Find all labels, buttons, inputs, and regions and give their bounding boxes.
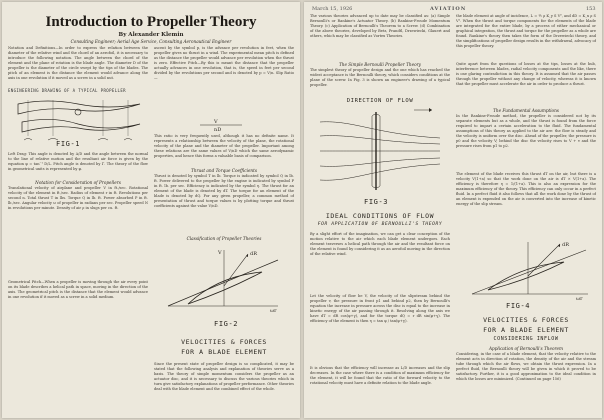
body-paragraph-7: Thrust is denoted by symbol T in lb. Torque is indicated by symbol Q in lb. ft. Power delivered to the propeller by the engine is indicated by symbol P in ft. lb. per sec. Efficiency is indicated by the symbol η. The thrust for an element of the blade is denoted by dT. The torque for an element of the blade is denoted by dQ. For any given propeller, a common method of presentation of thrust and torque values is by plotting torque and thrust coefficients against the value V/nD.: [154, 174, 294, 208]
body-paragraph-8: Since the present state of propeller design is so complicated, it may be stated that the following analysis and explanation of theories serve as a basis. The theory of simple momentum considers the propeller as an actuator disc, and it is necessary to discuss the various theories which in turn give satisfactory explanations of propeller performance. Other theories deal with the blade element and the combined effect of the whole.: [154, 362, 294, 391]
right-page: [304, 2, 602, 418]
body-paragraph-1: Notation and Definitions—In order to express the relation between the diameter of the relative wind and the chord of an aerofoil, it is necessary to introduce the following notation. The angle between the chord of the element and the plane of rotation is the blade angle. The diameter D of the propeller is the diameter of the circle swept by the tips of the blades. The pitch of an element is the distance the element would advance along the axis in one revolution if it moved as a screw in a solid nut.: [8, 46, 148, 80]
author-byline: By Alexander Klemin: [118, 32, 184, 38]
body-paragraph-12: Let the velocity of flow be V, the velocity of the slipstream behind the propeller v, the pressure in front p1 and behind p2, then by Bernoulli's equation the increase in pressure across the disc is equal to the increase in kinetic energy of the air passing through it. Resolving along the axis we have dT = dR cos(φ+γ), and for the torque dQ = r dR sin(φ+γ). The efficiency of the element is then η = tan φ / tan(φ+γ).: [310, 294, 450, 323]
svg-text:V: V: [218, 250, 222, 256]
left-page: [2, 2, 300, 418]
section-simple-bernoulli: The Simple Bernoulli Propeller Theory: [339, 62, 421, 67]
section-notation: Notation for Consideration of Propellers: [35, 180, 121, 185]
journal-name: AVIATION: [430, 6, 467, 12]
body-paragraph-4: Geometrical Pitch—When a propeller is moving through the air every point on its blade describes a helical path in space, moving in the direction of the axis. The geometrical pitch is the distance that the element would advance in one revolution if it moved as a screw in a solid medium.: [8, 280, 148, 299]
svg-text:ωr: ωr: [270, 308, 277, 314]
fig3-label: FIG-3: [364, 198, 389, 206]
body-paragraph-17: The element of the blade receives this thrust dT on the air, but there is a velocity V(1+a) so that the work done on the air is dT × V(1+a). The efficiency is therefore η = 1/(1+a). This is also an expression for the maximum efficiency of the theory. This efficiency can only occur in a perfect fluid. In a perfect fluid it also follows that all the work done by the thrust of an element is expended on the air is converted into the increase of kinetic energy of the slip stream.: [456, 172, 596, 206]
body-paragraph-5: ascent by the symbol p, is the advance per revolution in feet, when the propeller gives no thrust in a wind. The experimental mean pitch is defined as the distance the propeller would advance per revolution when the thrust is zero. Effective Pitch—By this is meant the distance that the propeller actually advances in one revolution, that is, the speed in feet per second divided by the revolutions per second and is denoted by p = V/n. Slip Ratio—: [154, 46, 294, 80]
flow-direction-diagram: [314, 106, 446, 196]
section-classification: Classification of Propeller Theories: [186, 236, 262, 241]
fig1-caption: ENGINEERING DRAWING OF A TYPICAL PROPELLER: [8, 88, 126, 93]
body-paragraph-18: Considering, in the case of a blade element, that the velocity relative to the element acts in direction of rotation, the density of the air and the stream tube through which the air flows, we obtain the thrust expression. In a perfect fluid, the Bernoulli theory will be given in which it proved to be satisfactory. Further, it is a good approximation to the ideal condition in which the losses are minimized. (Continued on page 156): [456, 352, 596, 381]
inflow-blade-diagram: [464, 240, 594, 302]
body-paragraph-10: The simplest theory of propeller design and the one which has reached the widest acceptance is the Bernoulli theory, which considers conditions at the plane of the screw. In Fig. 3 is shown an engineer's drawing of a typical propeller.: [310, 68, 450, 87]
fig4-caption-3: CONSIDERING INFLOW: [493, 336, 559, 342]
body-paragraph-16: In the Rankine-Froude method, the propeller is considered not by its separate elements but as a whole, and the thrust is found from the force required to impart a certain acceleration to the fluid. The fundamental assumptions of this theory as applied to the air are: the flow is steady and the velocity is uniform over the disc. Ahead of the propeller, the pressure is p0 and the velocity V; behind the disc the velocity rises to V + v and the pressure rises from p1 to p2.: [456, 114, 596, 148]
section-applications: Application of Bernoulli's Theorem: [489, 346, 563, 351]
issue-date: March 15, 1926: [312, 6, 353, 12]
page-number: 153: [586, 6, 596, 12]
fig4-caption-1: VELOCITIES & FORCES: [483, 316, 569, 324]
body-paragraph-11: By a slight effort of the imagination, we can get a clear conception of the motion relative to the air which each blade element undergoes. Each element traverses a helical path through the air and the resultant force on the element is found by considering it as an aerofoil moving in the direction of the relative wind.: [310, 232, 450, 256]
section-thrust-torque: Thrust and Torque Coefficients: [191, 168, 257, 173]
fig4-caption-2: FOR A BLADE ELEMENT: [483, 326, 569, 334]
section-fundamental: The Fundamental Assumptions: [493, 108, 559, 113]
body-paragraph-14: the blade element at angle of incidence, L = ½ ρ K_y S V², and dD = K_x ρ S V². When the thrust and torque components for the elements of the blade are integrated for the entire blade, by a process of either mechanical or graphical integration, the thrust and torque for the propeller as a whole are found. Rankine's theory then takes the form of the Drzewiecki theory, and the simplifications of propeller design results in the withdrawal, advocacy of this propeller theory.: [456, 14, 596, 48]
fig3-title: DIRECTION OF FLOW: [346, 98, 414, 104]
fig3-caption-1: IDEAL CONDITIONS OF FLOW: [325, 212, 435, 220]
fig4-label: FIG-4: [506, 302, 531, 310]
body-paragraph-9: The various theories advanced up to date may be classified as: (a) Simple Bernoulli's or Rankine's Actuator Theory. (b) Rankine-Froude Momentum Theory. (c) Application of Bernoulli's Theorem to a Screw. (d) Combination of the above theories, developed by Betz, Prandtl, Drzewiecki, Glauert and others, which may be classified as Vortex Theories.: [310, 14, 450, 38]
fig2-caption-1: VELOCITIES & FORCES: [181, 338, 267, 346]
fig2-label: FIG-2: [214, 320, 239, 328]
svg-text:nD: nD: [214, 127, 222, 133]
body-paragraph-13: It is obvious that the efficiency will increase as L/D increases and the slip decreases. In the case where there is a condition of maximum efficiency for the element, it will be found that the ratio of the forward velocity to the rotational velocity must have a definite relation to the blade angle.: [310, 366, 450, 385]
slip-ratio-formula: [182, 118, 262, 132]
svg-text:dR: dR: [562, 242, 569, 248]
body-paragraph-6: This ratio is very frequently used, although it has no definite name. It represents a relationship between the velocity of the plane, the rotational velocity of the plane and the diameter of the propeller. Important among these relations are the same values of V/nD which the same aerodynamic properties, and hence this forms a valuable basis of comparison.: [154, 134, 294, 158]
fig1-label: FIG-1: [56, 140, 81, 148]
blade-element-diagram: [158, 246, 290, 320]
author-affiliation: Consulting Engineer; Aerial Age Service, Consulting Aeronautical Engineer: [70, 39, 232, 44]
body-paragraph-2: Left Drag: This angle is denoted by Δ/D and the angle between the normal to the line of relative motion and the resultant air force is given by the equation φ = tan⁻¹ D/L. Pitch angle is denoted by Γ. The theory of the flow in geometrical units is represented by φ.: [8, 152, 148, 171]
svg-text:dR: dR: [250, 251, 257, 257]
fig2-caption-2: FOR A BLADE ELEMENT: [181, 348, 267, 356]
svg-text:ωr: ωr: [576, 296, 583, 302]
svg-text:V: V: [214, 119, 218, 125]
article-title: Introduction to Propeller Theory: [45, 14, 257, 30]
fig3-caption-2: FOR APPLICATION OF BERNOULLI'S THEORY: [317, 222, 443, 227]
propeller-drawing: [8, 94, 148, 146]
body-paragraph-15: Quite apart from the questions of losses at the tips, losses at the hub, interference between blades, radial velocity components and the like, there is one glaring contradiction in this theory. It is assumed that the air passes through the propeller without any change of velocity, whereas it is known that the propeller must accelerate the air in order to produce a thrust.: [456, 62, 596, 86]
body-paragraph-3: Translational velocity of airplane and propeller V in ft./sec. Rotational velocity of the element in ft./sec. Radius of element r in ft. Revolutions per second n. Total thrust T in lbs. Torque Q in lb. ft. Power absorbed P in ft. lb./sec. Angular velocity ω of propeller in radians per sec. Propeller speed N in revolutions per minute. Density of air ρ in slugs per cu. ft.: [8, 186, 148, 210]
